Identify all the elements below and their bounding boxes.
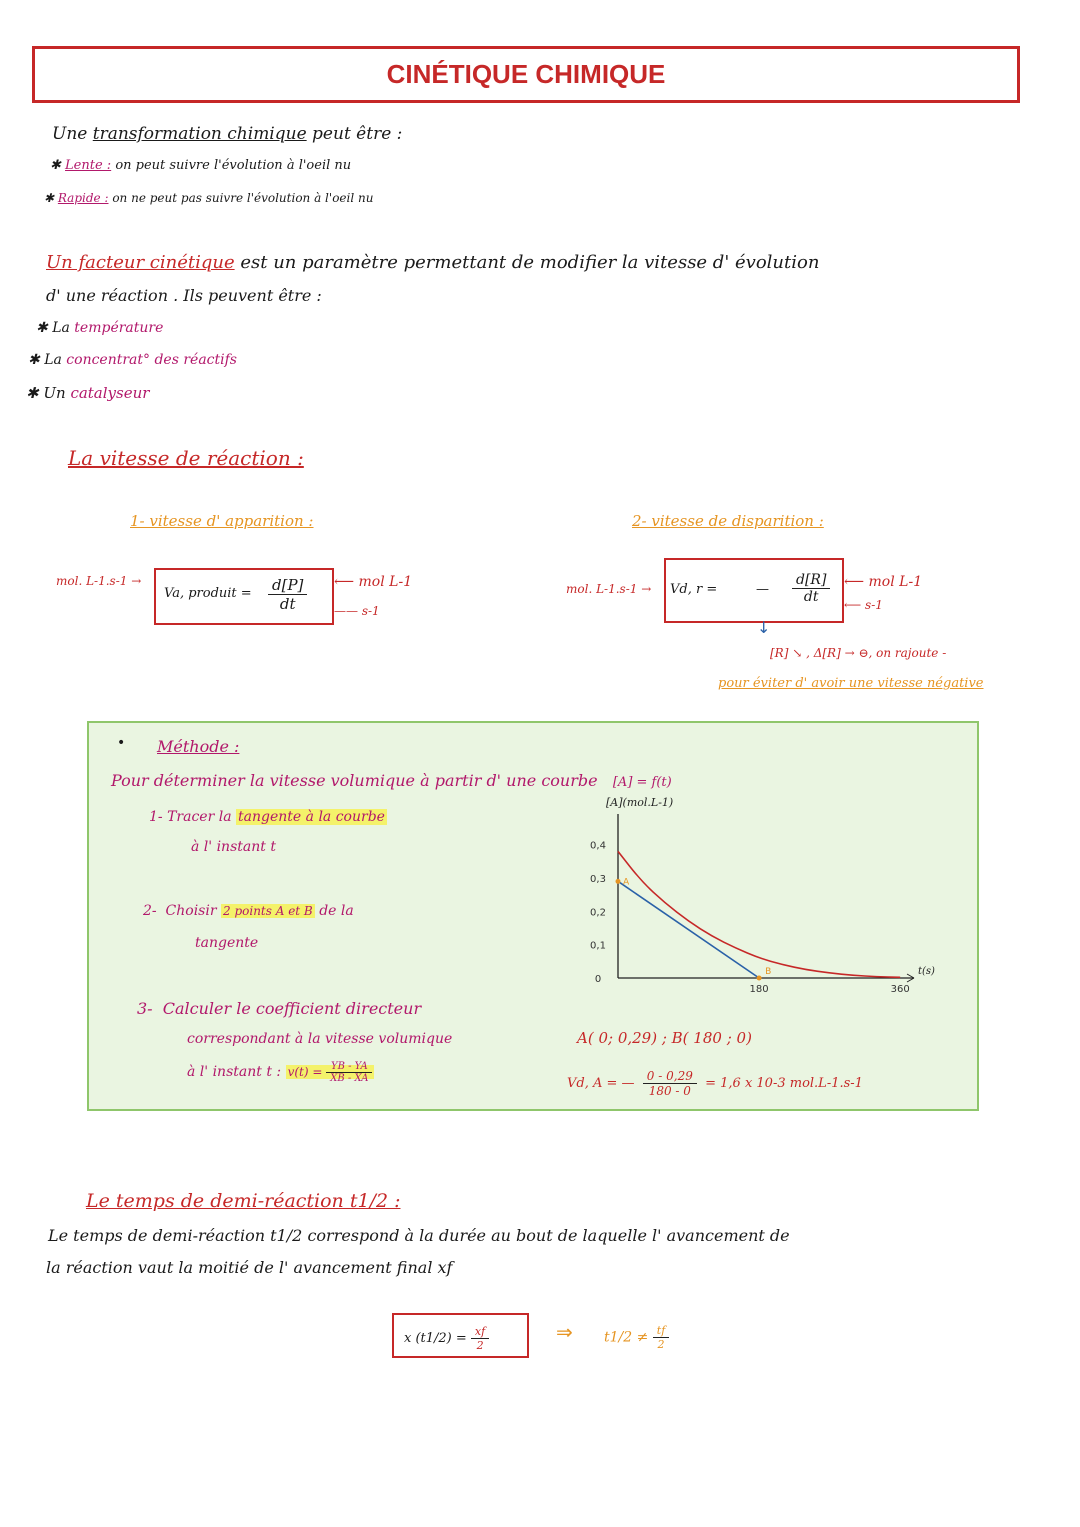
step-1-cont: à l' instant t: [191, 839, 276, 855]
unit-text: s-1: [865, 598, 883, 612]
velocity-eq-lhs: v(t) =: [287, 1065, 323, 1079]
unit-text: mol L-1: [358, 574, 413, 590]
demi-rhs-den: 2: [657, 1338, 665, 1351]
point-b-label: B: [765, 967, 772, 977]
calc-line: [567, 1069, 863, 1098]
facteur-line-2: d' une réaction . Ils peuvent être :: [46, 286, 322, 305]
calc-points: A( 0; 0,29) ; B( 180 ; 0): [577, 1029, 752, 1047]
disparition-formula-box: [664, 558, 844, 623]
disparition-num: d[R]: [792, 572, 830, 589]
apparition-formula-box: [154, 568, 334, 625]
disparition-unit-left: [566, 582, 651, 596]
disparition-minus: —: [756, 582, 769, 597]
disparition-note-1: [R] ↘ , Δ[R] → ⊖, on rajoute -: [770, 646, 947, 660]
demi-box-lhs: x (t1/2) =: [404, 1331, 467, 1346]
apparition-fraction: [268, 576, 307, 613]
demi-heading: Le temps de demi-réaction t1/2 :: [86, 1190, 401, 1212]
title-box: [32, 46, 1020, 103]
apparition-unit-left: [56, 574, 141, 588]
apparition-unit-den: [334, 604, 380, 618]
arrow-right-icon: →: [641, 582, 652, 596]
apparition-lhs: Va, produit =: [164, 586, 252, 601]
step-highlight: tangente à la courbe: [238, 809, 385, 825]
lente-text: on peut suivre l'évolution à l'oeil nu: [115, 158, 352, 173]
bullet-icon: ✱: [36, 320, 53, 336]
bullet-icon: •: [117, 735, 126, 751]
y-axis-label: [A](mol.L-1): [606, 796, 674, 809]
step-2-cont: tangente: [195, 935, 259, 951]
disparition-den: dt: [803, 589, 819, 605]
apparition-unit-num: [334, 574, 412, 590]
item-prefix: La: [52, 320, 70, 336]
implies-arrow-icon: ⇒: [556, 1320, 573, 1344]
step-num: 1-: [149, 809, 163, 825]
demi-box-den: 2: [476, 1339, 484, 1352]
disparition-lhs: Vd, r =: [670, 582, 718, 597]
concentration-time-chart: [570, 796, 935, 1010]
unit-text: mol L-1: [868, 574, 923, 590]
calc-result: = 1,6 x 10-3 mol.L-1.s-1: [705, 1076, 863, 1091]
methode-heading: Méthode :: [157, 737, 240, 756]
methode-intro-text: Pour déterminer la vitesse volumique à partir d' une courbe: [111, 771, 598, 790]
step-text: Calculer le coefficient directeur: [162, 999, 422, 1018]
page-title: CINÉTIQUE CHIMIQUE: [386, 59, 666, 89]
disparition-unit-den: [844, 598, 883, 612]
vitesse-heading: La vitesse de réaction :: [68, 446, 304, 470]
facteur-item: [36, 320, 163, 336]
rapide-text: on ne peut pas suivre l'évolution à l'oeil nu: [112, 191, 374, 205]
arrow-left-icon: ⟵: [334, 574, 359, 590]
step-text: Choisir: [165, 903, 217, 919]
calc-lhs: Vd, A = —: [567, 1076, 635, 1091]
intro-c: peut être :: [312, 124, 403, 144]
item-text: catalyseur: [70, 384, 150, 402]
step-text: à l' instant t :: [187, 1064, 282, 1080]
x-tick-label: 180: [749, 984, 769, 995]
bullet-icon: ✱: [26, 384, 44, 402]
x-tick-label: 360: [890, 984, 910, 995]
step-1: [149, 809, 387, 825]
bullet-icon: ✱: [44, 191, 58, 205]
facteur-item: [28, 352, 237, 368]
arrow-right-icon: →: [131, 574, 142, 588]
demi-text-b: la réaction vaut la moitié de l' avancement final xf: [46, 1258, 453, 1277]
step-text: de la: [319, 903, 354, 919]
y-tick-label: 0,1: [590, 940, 606, 952]
rapide-line: [44, 191, 373, 205]
point-a-marker: [616, 879, 621, 884]
disparition-note-2: pour éviter d' avoir une vitesse négative: [718, 676, 984, 691]
step-highlight: 2 points A et B: [223, 904, 313, 918]
disparition-fraction: [792, 572, 830, 605]
methode-intro: [111, 771, 672, 790]
y-tick-label: 0,3: [590, 874, 606, 885]
facteur-line-1: [46, 252, 819, 273]
demi-formula-box: [392, 1313, 529, 1358]
point-a-label: A: [623, 877, 630, 888]
arrow-left-icon: ⟵: [844, 574, 869, 590]
demi-box-formula: [404, 1325, 489, 1352]
y-tick-label: 0,4: [590, 840, 606, 852]
item-prefix: Un: [43, 384, 66, 402]
transformation-intro: [52, 124, 402, 144]
demi-text-a: Le temps de demi-réaction t1/2 correspond à la durée au bout de laquelle l' avancement de: [48, 1226, 790, 1245]
demi-rhs-lhs: t1/2 ≠: [604, 1329, 649, 1346]
step-highlight: [286, 1061, 375, 1084]
unit-text: mol. L-1.s-1: [56, 574, 128, 588]
arrow-down-icon: ↓: [757, 618, 771, 637]
arrow-left-icon: ⟵: [844, 598, 866, 612]
apparition-heading: 1- vitesse d' apparition :: [130, 512, 314, 530]
step-3: [137, 999, 421, 1018]
item-text: concentrat° des réactifs: [66, 352, 237, 368]
calc-num: 0 - 0,29: [643, 1069, 697, 1084]
facteur-term: Un facteur cinétique: [46, 252, 235, 273]
y-tick-label: 0,2: [590, 907, 606, 919]
bullet-icon: ✱: [50, 158, 66, 173]
demi-box-num: xf: [471, 1325, 489, 1339]
apparition-den: dt: [279, 595, 296, 613]
calc-den: 180 - 0: [648, 1084, 691, 1098]
apparition-num: d[P]: [268, 576, 307, 595]
velocity-eq-den: XB - XA: [330, 1073, 369, 1084]
lente-line: [50, 158, 351, 173]
item-text: température: [74, 320, 164, 336]
unit-text: s-1: [361, 604, 380, 618]
lente-label: Lente :: [65, 158, 112, 173]
step-3-eq-line: [187, 1061, 374, 1084]
velocity-eq-num: YB - YA: [326, 1061, 372, 1073]
intro-b: transformation chimique: [92, 124, 307, 144]
rapide-label: Rapide :: [57, 191, 109, 205]
facteur-text-a: est un paramètre permettant de modifier la vitesse d' évolution: [240, 252, 820, 273]
demi-rhs: [604, 1324, 669, 1351]
y-tick-label: 0: [594, 974, 602, 985]
facteur-item: [26, 384, 149, 402]
step-num: 2-: [143, 903, 157, 919]
point-b-marker: [757, 976, 762, 981]
methode-intro-eq: [A] = f(t): [612, 775, 672, 790]
line-icon: ——: [334, 604, 362, 618]
tangent-line: [618, 881, 759, 978]
concentration-curve: [618, 851, 900, 977]
demi-rhs-num: tf: [653, 1324, 670, 1338]
disparition-heading: 2- vitesse de disparition :: [632, 512, 824, 530]
bullet-icon: ✱: [28, 352, 45, 368]
intro-a: Une: [52, 124, 88, 144]
step-2: [143, 903, 354, 919]
step-num: 3-: [137, 999, 153, 1018]
unit-text: mol. L-1.s-1: [566, 582, 638, 596]
step-3-cont: correspondant à la vitesse volumique: [187, 1031, 453, 1047]
disparition-unit-num: [844, 574, 922, 590]
step-text: Tracer la: [167, 809, 232, 825]
x-axis-label: t(s): [918, 966, 935, 977]
item-prefix: La: [44, 352, 62, 368]
